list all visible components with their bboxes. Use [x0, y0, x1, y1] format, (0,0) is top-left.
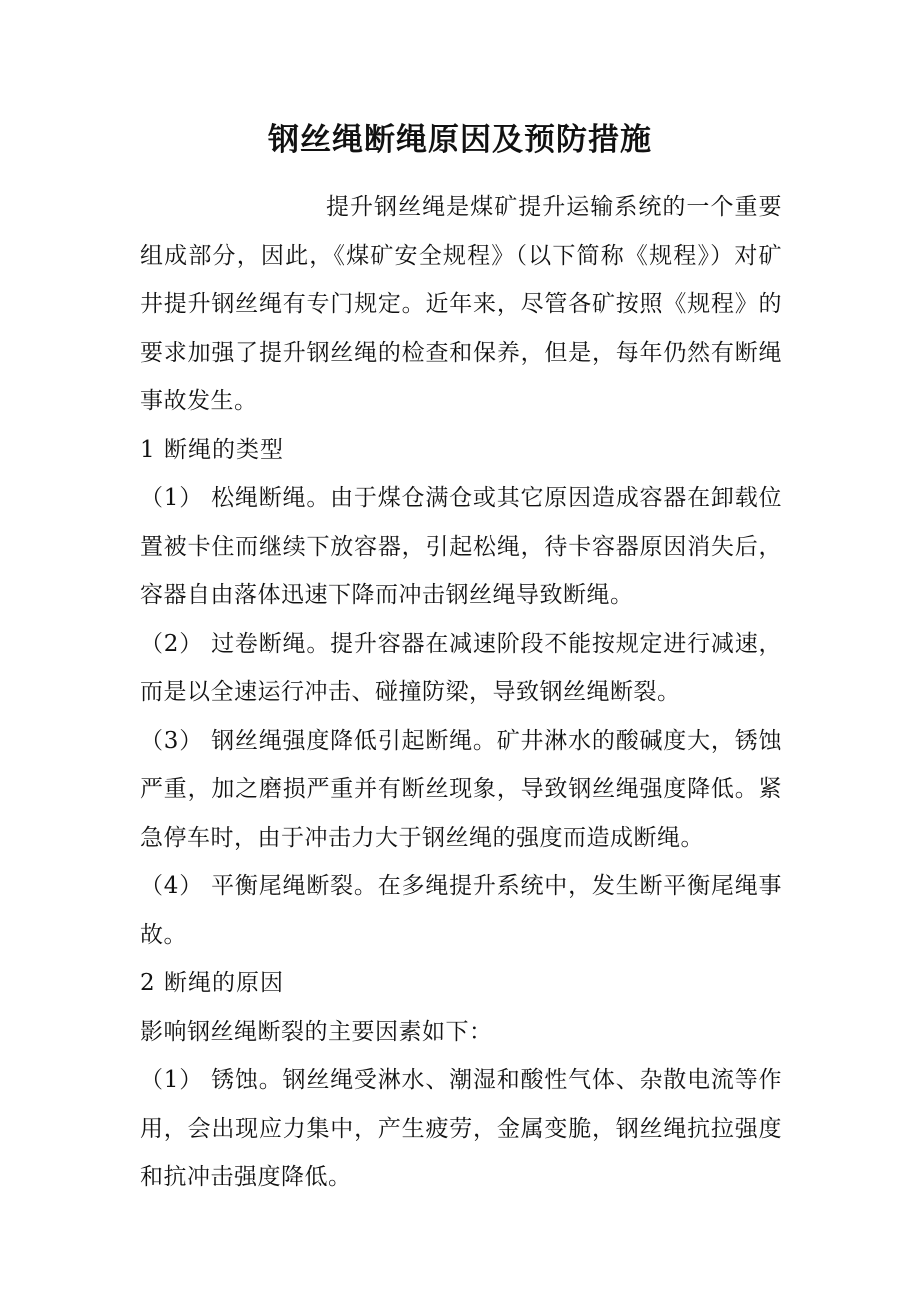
intro-paragraph: 提升钢丝绳是煤矿提升运输系统的一个重要组成部分，因此，《煤矿安全规程》（以下简称《规程》）对矿井提升钢丝绳有专门规定。近年来，尽管各矿按照《规程》的要求加强了提升钢丝绳的检查和保养，但是，每年仍然有断绳事故发生。 [140, 194, 782, 414]
cause-item-1: （1） 锈蚀。钢丝绳受淋水、潮湿和酸性气体、杂散电流等作用，会出现应力集中，产生疲劳，金属变脆，钢丝绳抗拉强度和抗冲击强度降低。 [140, 1067, 782, 1190]
section-heading-causes: 2 断绳的原因 [140, 970, 284, 996]
section-heading-types: 1 断绳的类型 [140, 436, 284, 463]
document-body [140, 183, 782, 1202]
type-item-1: （1） 松绳断绳。由于煤仓满仓或其它原因造成容器在卸载位置被卡住而继续下放容器，引起松绳，待卡容器原因消失后，容器自由落体迅速下降而冲击钢丝绳导致断绳。 [140, 485, 782, 608]
type-item-2: （2） 过卷断绳。提升容器在减速阶段不能按规定进行减速，而是以全速运行冲击、碰撞防梁，导致钢丝绳断裂。 [140, 630, 782, 705]
type-item-3: （3） 钢丝绳强度降低引起断绳。矿井淋水的酸碱度大，锈蚀严重，加之磨损严重并有断丝现象，导致钢丝绳强度降低。紧急停车时，由于冲击力大于钢丝绳的强度而造成断绳。 [140, 727, 782, 851]
causes-lead-paragraph: 影响钢丝绳断裂的主要因素如下： [140, 1018, 493, 1045]
type-item-4: （4） 平衡尾绳断裂。在多绳提升系统中，发生断平衡尾绳事故。 [140, 873, 782, 948]
document-title: 钢丝绳断绳原因及预防措施 [268, 122, 652, 158]
